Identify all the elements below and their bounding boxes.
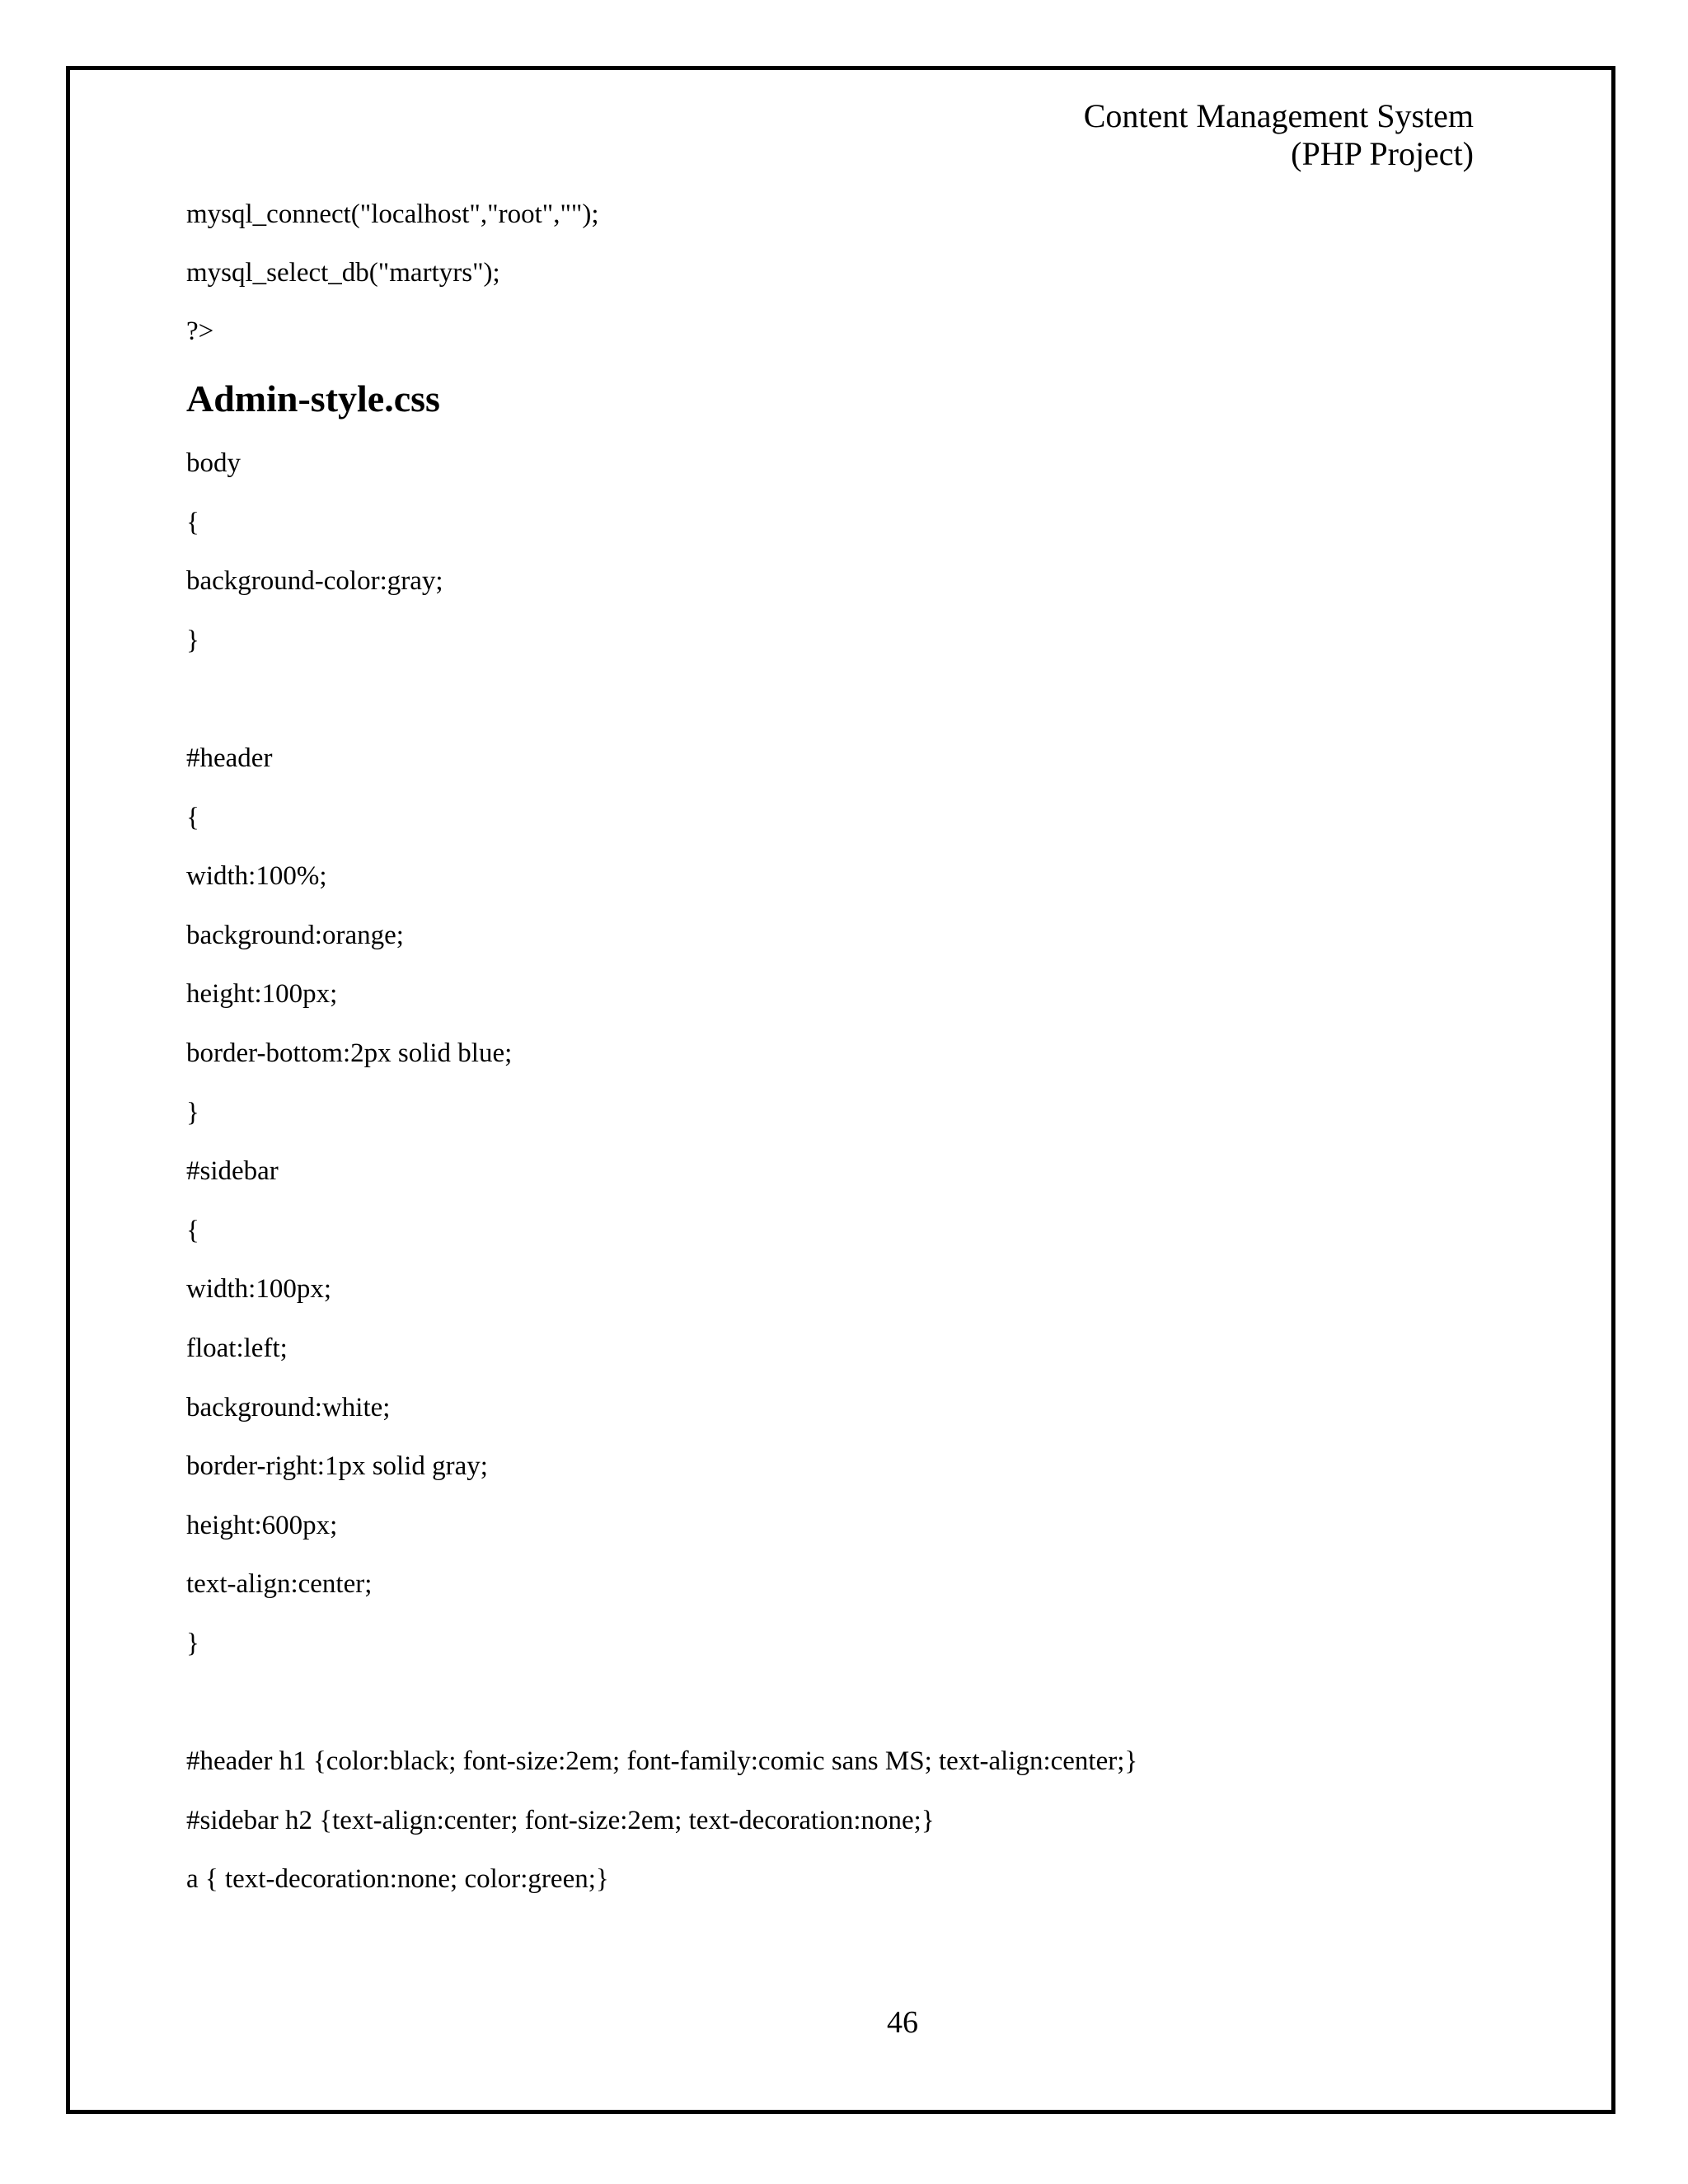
code-line: ?> <box>186 316 214 346</box>
code-line: } <box>186 1098 199 1127</box>
page-number: 46 <box>887 2005 918 2040</box>
running-header <box>1084 97 1474 173</box>
code-line: background:orange; <box>186 921 404 950</box>
code-line: { <box>186 1216 199 1245</box>
code-line: { <box>186 508 199 537</box>
code-line: float:left; <box>186 1333 288 1363</box>
code-line: { <box>186 803 199 832</box>
running-header-title: Content Management System <box>1083 97 1474 134</box>
code-line: #sidebar <box>186 1156 279 1186</box>
code-line: text-align:center; <box>186 1569 373 1599</box>
code-line: height:600px; <box>186 1511 338 1540</box>
section-heading: Admin-style.css <box>186 377 440 419</box>
code-line: #header <box>186 743 273 773</box>
code-line: } <box>186 626 199 655</box>
code-line: #sidebar h2 {text-align:center; font-size:2em; text-decoration:none;} <box>186 1806 935 1835</box>
code-line: border-bottom:2px solid blue; <box>186 1038 513 1068</box>
code-line: border-right:1px solid gray; <box>186 1451 488 1481</box>
code-line: height:100px; <box>186 979 338 1009</box>
running-header-subtitle: (PHP Project) <box>1291 135 1474 172</box>
code-line: background:white; <box>186 1393 391 1422</box>
code-line: mysql_select_db("martyrs"); <box>186 258 500 288</box>
code-line: body <box>186 448 241 478</box>
code-line: background-color:gray; <box>186 566 443 596</box>
code-line: mysql_connect("localhost","root",""); <box>186 199 599 229</box>
code-line: width:100%; <box>186 861 327 891</box>
code-line: width:100px; <box>186 1274 332 1304</box>
code-line: #header h1 {color:black; font-size:2em; font-family:comic sans MS; text-align:center;} <box>186 1746 1138 1776</box>
code-line: } <box>186 1629 199 1658</box>
code-line: a { text-decoration:none; color:green;} <box>186 1864 609 1894</box>
